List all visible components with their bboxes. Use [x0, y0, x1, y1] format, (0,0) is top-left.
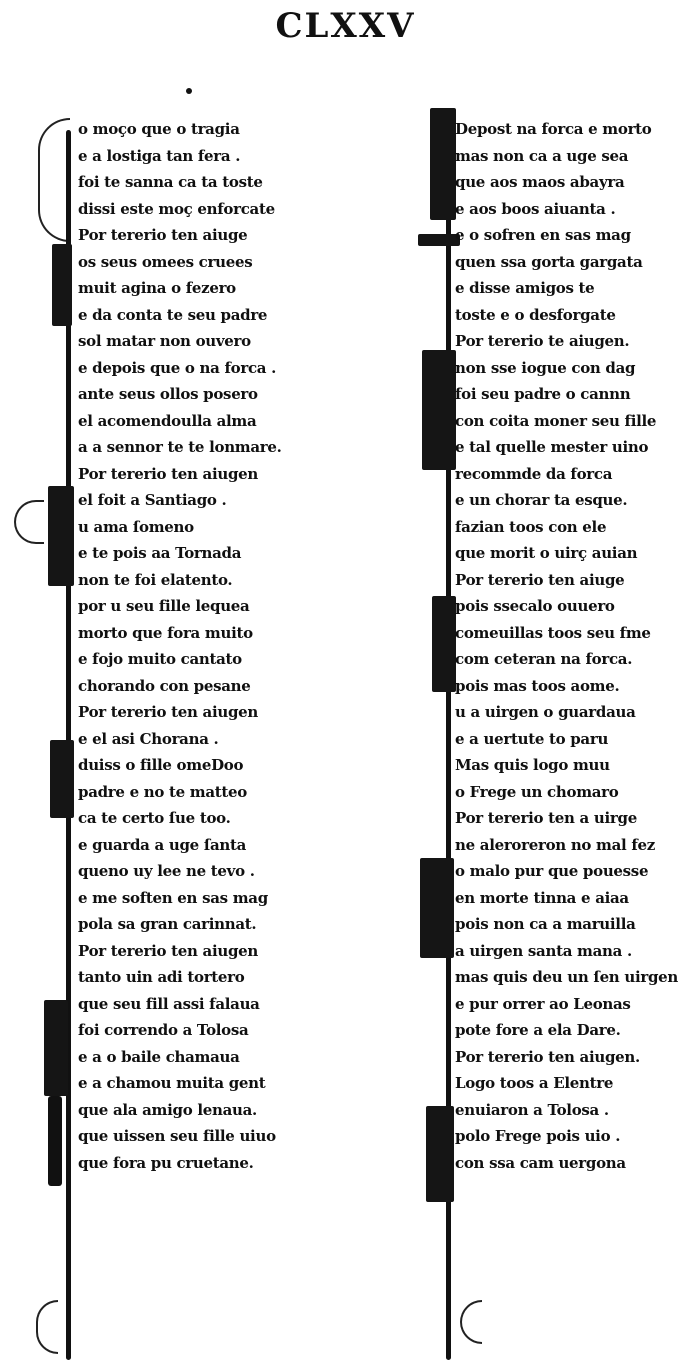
text-line: e te pois aa Tornada: [78, 544, 242, 562]
text-line: fazian toos con ele: [455, 517, 607, 536]
text-line: por u seu fille lequea: [78, 597, 250, 615]
left-initial-4: [44, 1000, 68, 1096]
left-initial-3: [50, 740, 74, 818]
text-line: o moço que o tragia: [78, 120, 240, 138]
text-line: u a uirgen o guardaua: [455, 703, 636, 721]
text-line: queno uy lee ne tevo .: [78, 862, 255, 880]
text-line: non te foi elatento.: [78, 570, 233, 589]
text-line: com ceteran na forca.: [455, 650, 633, 668]
text-line: Logo toos a Elentre: [455, 1074, 614, 1092]
text-line: ca te certo ſue too.: [78, 809, 231, 827]
text-line: con ssa cam uergona: [455, 1153, 626, 1172]
text-line: e a chamou muita gent: [78, 1074, 266, 1092]
left-initial-2: [48, 486, 74, 586]
text-line: Por tererio ten aiugen: [78, 464, 259, 483]
text-line: Por tererio ten a uirge: [455, 809, 637, 827]
text-line: e a lostiga tan fera .: [78, 146, 241, 165]
text-line: que seu fill assi falaua: [78, 994, 260, 1013]
text-line: pola sa gran carinnat.: [78, 915, 257, 933]
text-line: pois ssecalo ouuero: [455, 597, 615, 615]
text-line: Por tererio ten aiuge: [78, 226, 248, 244]
text-line: toste e o desforgate: [455, 305, 616, 324]
text-line: ante seus ollos posero: [78, 385, 258, 403]
text-line: e fojo muito cantato: [78, 650, 242, 668]
right-initial-4: [420, 858, 454, 958]
text-line: el foit a Santiago .: [78, 491, 227, 509]
text-line: pois mas toos aome.: [455, 676, 620, 695]
text-line: e tal quelle mester uino: [455, 438, 649, 456]
decorative-dot: [186, 88, 192, 94]
text-line: e pur orrer ao Leonas: [455, 994, 631, 1013]
text-line: quen ssa gorta gargata: [455, 252, 643, 271]
text-line: polo Frege pois uio .: [455, 1127, 621, 1145]
text-line: mas quis deu un ſen uirgen: [455, 968, 678, 986]
text-line: pote fore a ela Dare.: [455, 1021, 621, 1039]
text-line: duiss o fille omeDoo: [78, 756, 244, 774]
text-line: tanto uin adi tortero: [78, 968, 245, 986]
text-line: que uissen seu fille uiuo: [78, 1127, 276, 1145]
text-line: e aos boos aiuanta .: [455, 199, 616, 218]
text-line: Por tererio ten aiuge: [455, 570, 625, 589]
text-line: e o sofren en sas mag: [455, 226, 631, 244]
text-line: recommde da forca: [455, 464, 613, 483]
text-line: sol matar non ouvero: [78, 332, 251, 350]
text-line: dissi este moç enforcate: [78, 199, 275, 218]
text-line: que ala amigo lenaua.: [78, 1100, 257, 1119]
text-line: o malo pur que pouesse: [455, 862, 649, 880]
text-line: ne aleroreron no mal fez: [455, 835, 655, 854]
right-bottom-flourish: [460, 1300, 482, 1344]
left-initial-4-tail: [48, 1096, 62, 1186]
left-initial-1: [52, 244, 72, 326]
text-line: e a uertute to paru: [455, 729, 609, 748]
text-line: Por tererio ten aiugen: [78, 703, 259, 721]
text-line: e a o baile chamaua: [78, 1047, 240, 1066]
text-line: Por tererio ten aiugen.: [455, 1047, 640, 1066]
text-line: os seus omees cruees: [78, 252, 253, 271]
text-line: que aos maos abayra: [455, 173, 625, 191]
text-line: pois non ca a maruilla: [455, 915, 636, 933]
text-line: a uirgen santa mana .: [455, 941, 632, 960]
text-line: comeuillas toos seu fme: [455, 623, 651, 642]
text-line: padre e no te matteo: [78, 782, 247, 801]
right-initial-1: [430, 108, 456, 220]
left-low-flourish: [36, 1300, 58, 1354]
text-line: el acomendoulla alma: [78, 411, 257, 430]
text-line: a a sennor te te lonmare.: [78, 438, 282, 456]
text-line: foi seu padre o cannn: [455, 385, 631, 403]
text-line: muit agina o fezero: [78, 279, 236, 297]
left-text-column: [78, 116, 310, 1176]
text-line: e depois que o na forca .: [78, 358, 277, 377]
text-line: e me soften en sas mag: [78, 888, 268, 907]
text-line: enuiaron a Tolosa .: [455, 1100, 609, 1119]
text-line: e el asi Chorana .: [78, 729, 219, 748]
text-line: Por tererio te aiugen.: [455, 332, 630, 350]
text-line: e disse amigos te: [455, 279, 595, 297]
right-initial-1-foot: [418, 234, 460, 246]
text-line: foi correndo a Tolosa: [78, 1021, 249, 1039]
text-line: Depost na forca e morto: [455, 120, 652, 138]
text-line: non sse iogue con dag: [455, 358, 636, 377]
right-initial-2: [422, 350, 456, 470]
right-initial-3: [432, 596, 456, 692]
text-line: u ama ſomeno: [78, 517, 194, 536]
text-line: con coita moner seu fille: [455, 411, 657, 430]
text-line: foi te sanna ca ta toste: [78, 173, 263, 191]
text-line: e da conta te seu padre: [78, 305, 268, 324]
left-mid-flourish: [14, 500, 44, 544]
text-line: en morte tinna e aiaa: [455, 888, 629, 907]
text-line: Mas quis logo muu: [455, 756, 610, 774]
text-line: e un chorar ta esque.: [455, 491, 628, 509]
right-text-column: [455, 116, 687, 1176]
text-line: chorando con pesane: [78, 676, 251, 695]
text-line: morto que fora muito: [78, 623, 253, 642]
text-line: o Frege un chomaro: [455, 782, 619, 801]
text-line: que fora pu cruetane.: [78, 1153, 254, 1172]
text-line: mas non ca a uge sea: [455, 146, 629, 165]
folio-number: CLXXV: [275, 6, 416, 46]
text-line: que morit o uirç auian: [455, 544, 638, 562]
text-line: Por tererio ten aiugen: [78, 941, 259, 960]
right-initial-5: [426, 1106, 454, 1202]
text-line: e guarda a uge ſanta: [78, 835, 247, 854]
